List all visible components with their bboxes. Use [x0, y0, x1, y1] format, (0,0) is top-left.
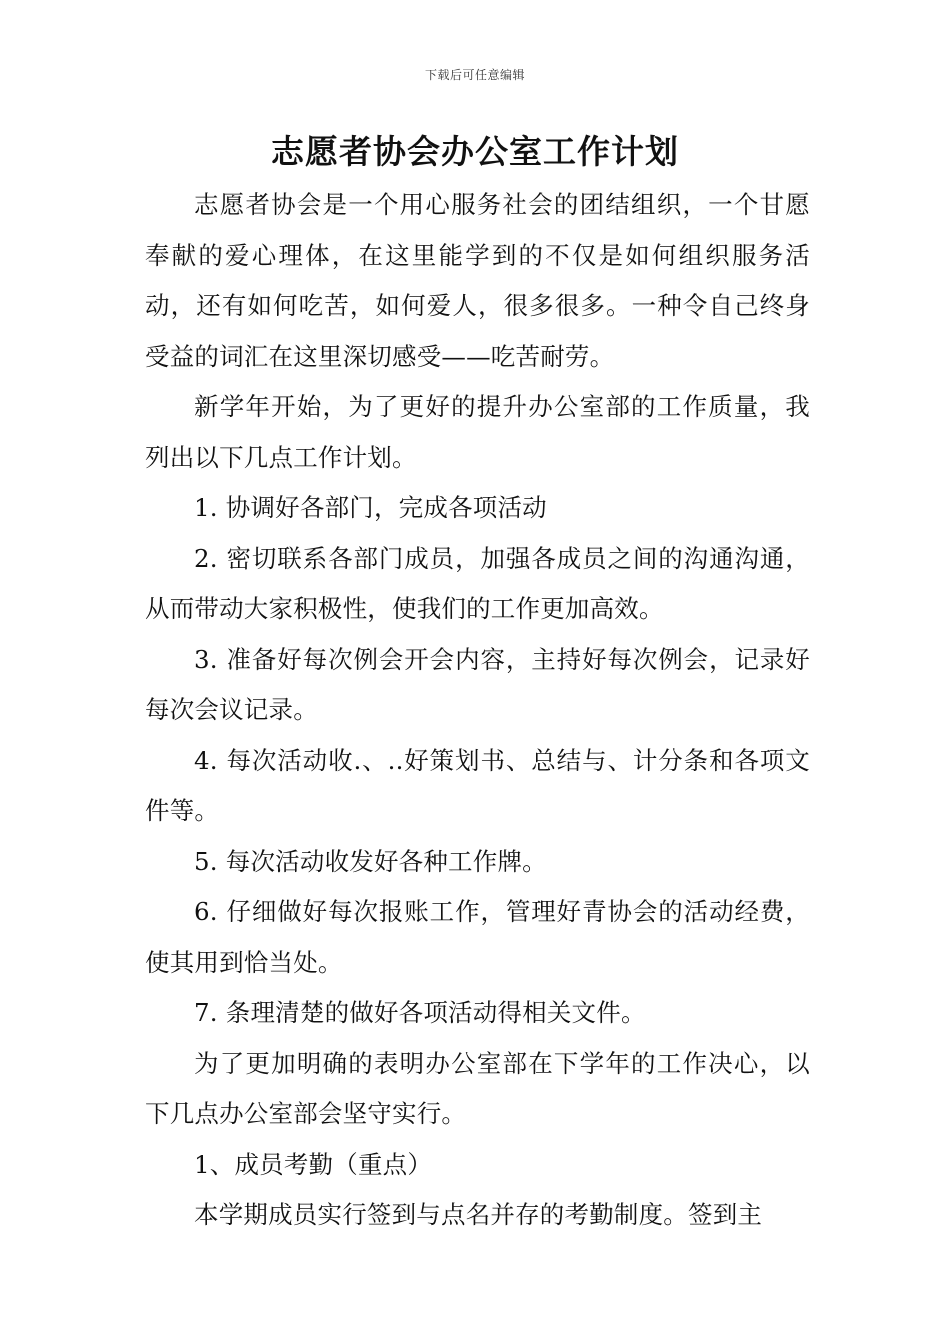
- plan-item-2: 2. 密切联系各部门成员，加强各成员之间的沟通沟通，从而带动大家积极性，使我们的工作更加高效。: [145, 543, 810, 623]
- document-title: 志愿者协会办公室工作计划: [271, 132, 679, 171]
- plan-item-1: 1. 协调好各部门，完成各项活动: [194, 493, 547, 522]
- section-heading-attendance: 1、成员考勤（重点）: [194, 1149, 433, 1179]
- plan-item-5: 5. 每次活动收发好各种工作牌。: [194, 846, 547, 876]
- plan-item-6: 6. 仔细做好每次报账工作，管理好青协会的活动经费，使其用到恰当处。: [145, 897, 810, 977]
- paragraph-commitment: 为了更加明确的表明办公室部在下学年的工作决心，以下几点办公室部会坚守实行。: [145, 1048, 810, 1128]
- paragraph-intro: 志愿者协会是一个用心服务社会的团结组织，一个甘愿奉献的爱心理体，在这里能学到的不仅是如何组织服务活动，还有如何吃苦，如何爱人，很多很多。一种令自己终身受益的词汇在这里深切感受——吃苦耐劳。: [145, 190, 810, 371]
- plan-item-3: 3. 准备好每次例会开会内容，主持好每次例会，记录好每次会议记录。: [145, 644, 810, 724]
- document-body: [145, 180, 810, 1241]
- paragraph-attendance: 本学期成员实行签到与点名并存的考勤制度。签到主: [194, 1200, 763, 1229]
- plan-item-7: 7. 条理清楚的做好各项活动得相关文件。: [194, 998, 646, 1027]
- header-note: 下载后可任意编辑: [424, 68, 525, 82]
- paragraph-plan-lead: 新学年开始，为了更好的提升办公室部的工作质量，我列出以下几点工作计划。: [145, 392, 810, 472]
- plan-item-4: 4. 每次活动收.、..好策划书、总结与、计分条和各项文件等。: [145, 745, 810, 825]
